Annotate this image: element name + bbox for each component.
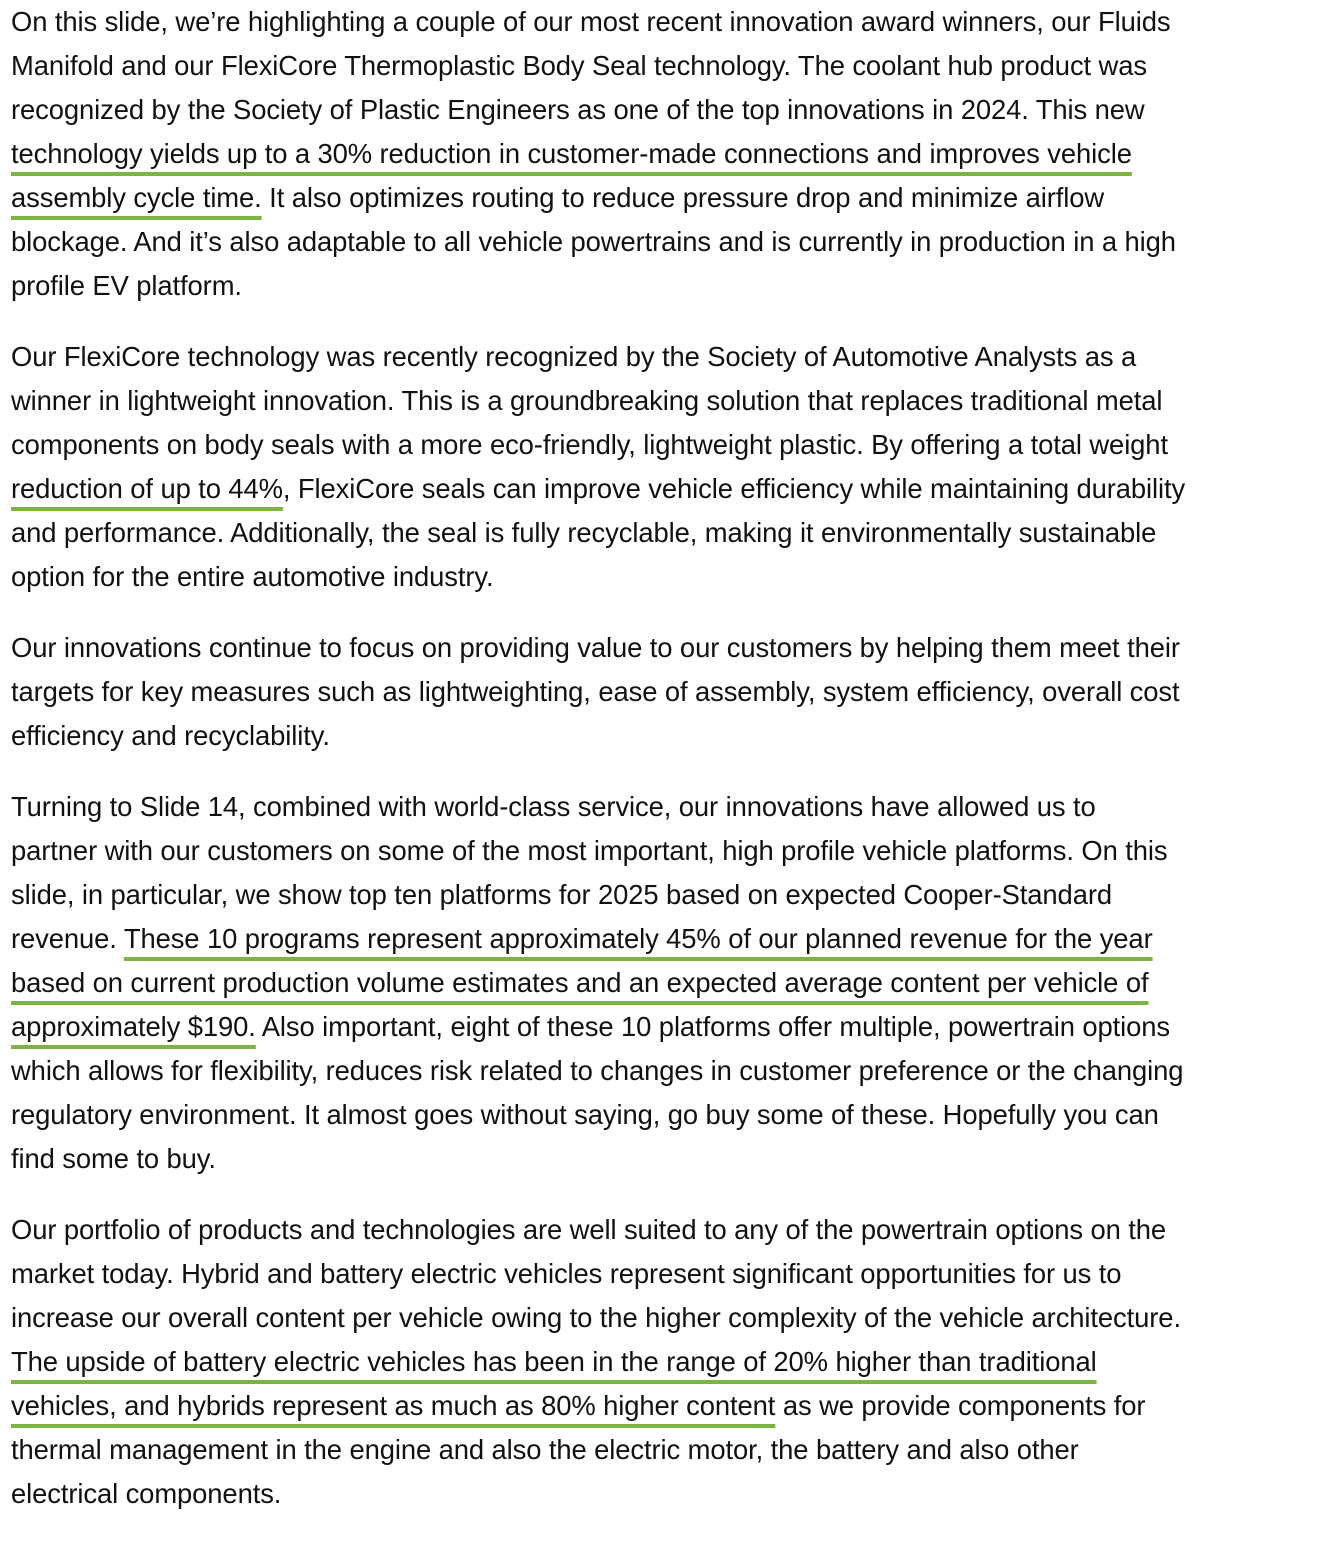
text-segment: blockage. And it’s also adaptable to all vehicle powertrains and is currently in production in a high — [11, 226, 1176, 257]
highlighted-text: vehicles, and hybrids represent as much as 80% higher content — [11, 1390, 776, 1421]
text-line — [11, 1049, 1339, 1093]
text-line — [11, 555, 1339, 599]
text-line — [11, 917, 1339, 961]
text-segment: Also important, eight of these 10 platforms offer multiple, powertrain options — [255, 1011, 1170, 1042]
highlighted-text: approximately $190. — [11, 1011, 256, 1042]
text-line — [11, 1208, 1339, 1252]
text-line — [11, 1428, 1339, 1472]
text-line — [11, 1005, 1339, 1049]
text-segment: components on body seals with a more eco-friendly, lightweight plastic. By offering a total weight — [11, 429, 1168, 460]
text-segment: partner with our customers on some of the most important, high profile vehicle platforms. On this — [11, 835, 1168, 866]
text-line — [11, 176, 1339, 220]
text-segment: On this slide, we’re highlighting a couple of our most recent innovation award winners, our Fluids — [11, 6, 1171, 37]
text-segment: electrical components. — [11, 1478, 282, 1509]
text-line — [11, 511, 1339, 555]
text-segment: regulatory environment. It almost goes without saying, go buy some of these. Hopefully you can — [11, 1099, 1159, 1130]
text-segment: efficiency and recyclability. — [11, 720, 330, 751]
text-segment: Manifold and our FlexiCore Thermoplastic Body Seal technology. The coolant hub product was — [11, 50, 1147, 81]
text-segment: option for the entire automotive industry. — [11, 561, 494, 592]
text-line — [11, 379, 1339, 423]
text-line — [11, 626, 1339, 670]
text-line — [11, 264, 1339, 308]
text-segment: Our innovations continue to focus on providing value to our customers by helping them meet their — [11, 632, 1180, 663]
text-line — [11, 0, 1339, 44]
text-segment: as we provide components for — [775, 1390, 1146, 1421]
highlighted-text: These 10 programs represent approximately 45% of our planned revenue for the year — [123, 923, 1153, 954]
text-segment: profile EV platform. — [11, 270, 242, 301]
text-line — [11, 1296, 1339, 1340]
text-line — [11, 1137, 1339, 1181]
text-segment: Our FlexiCore technology was recently recognized by the Society of Automotive Analysts as a — [11, 341, 1137, 372]
text-line — [11, 1472, 1339, 1516]
transcript-document — [11, 0, 1339, 1543]
highlighted-text: reduction of up to 44% — [11, 473, 283, 504]
text-segment: find some to buy. — [11, 1143, 216, 1174]
text-segment: slide, in particular, we show top ten platforms for 2025 based on expected Cooper-Standard — [11, 879, 1112, 910]
text-line — [11, 829, 1339, 873]
text-line — [11, 1252, 1339, 1296]
highlighted-text: based on current production volume estimates and an expected average content per vehicle of — [11, 967, 1149, 998]
text-segment: targets for key measures such as lightweighting, ease of assembly, system efficiency, overall cost — [11, 676, 1180, 707]
text-line — [11, 44, 1339, 88]
text-segment: winner in lightweight innovation. This is a groundbreaking solution that replaces traditional metal — [11, 385, 1163, 416]
paragraph — [11, 1208, 1339, 1516]
text-line — [11, 88, 1339, 132]
highlighted-text: technology yields up to a 30% reduction in customer-made connections and improves vehicle — [11, 138, 1132, 169]
text-line — [11, 132, 1339, 176]
paragraph — [11, 785, 1339, 1181]
text-segment: which allows for flexibility, reduces risk related to changes in customer preference or the changing — [11, 1055, 1184, 1086]
text-line — [11, 220, 1339, 264]
text-line — [11, 873, 1339, 917]
text-segment: thermal management in the engine and also the electric motor, the battery and also other — [11, 1434, 1079, 1465]
text-line — [11, 1340, 1339, 1384]
text-segment: recognized by the Society of Plastic Engineers as one of the top innovations in 2024. This new — [11, 94, 1145, 125]
text-line — [11, 335, 1339, 379]
highlighted-text: assembly cycle time. — [11, 182, 262, 213]
text-line — [11, 961, 1339, 1005]
text-segment: increase our overall content per vehicle owing to the higher complexity of the vehicle architecture. — [11, 1302, 1181, 1333]
paragraph — [11, 335, 1339, 599]
text-line — [11, 714, 1339, 758]
text-line — [11, 467, 1339, 511]
text-segment: revenue. — [11, 923, 124, 954]
text-line — [11, 423, 1339, 467]
text-segment: Turning to Slide 14, combined with world-class service, our innovations have allowed us to — [11, 791, 1096, 822]
text-segment: Our portfolio of products and technologies are well suited to any of the powertrain options on the — [11, 1214, 1167, 1245]
text-line — [11, 1384, 1339, 1428]
paragraph — [11, 626, 1339, 758]
text-line — [11, 785, 1339, 829]
text-line — [11, 670, 1339, 714]
text-segment: It also optimizes routing to reduce pressure drop and minimize airflow — [261, 182, 1105, 213]
text-segment: market today. Hybrid and battery electric vehicles represent significant opportunities for us to — [11, 1258, 1122, 1289]
text-segment: , FlexiCore seals can improve vehicle efficiency while maintaining durability — [282, 473, 1186, 504]
highlighted-text: The upside of battery electric vehicles has been in the range of 20% higher than traditional — [11, 1346, 1097, 1377]
text-segment: and performance. Additionally, the seal is fully recyclable, making it environmentally sustainable — [11, 517, 1157, 548]
text-line — [11, 1093, 1339, 1137]
paragraph — [11, 0, 1339, 308]
